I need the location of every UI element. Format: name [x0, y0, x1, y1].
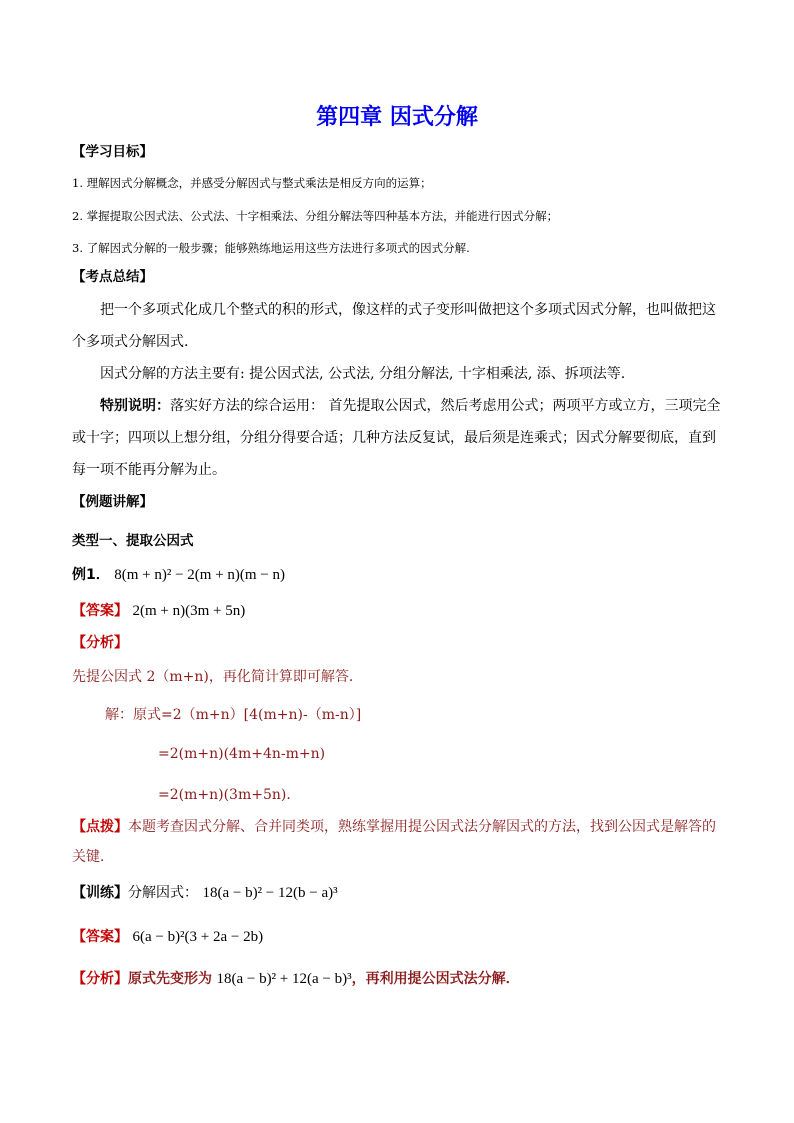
summary-p3-line1	[100, 395, 720, 415]
example1-analysis: 先提公因式 2（m+n)，再化简计算即可解答．	[72, 669, 363, 685]
type1-heading: 类型一、提取公因式	[72, 533, 194, 549]
summary-heading: 【考点总结】	[72, 269, 153, 285]
answer-tag: 【答案】	[72, 603, 128, 619]
training-tag: 【训练】	[72, 885, 128, 901]
example1-answer-expression: 2(m + n)(3m + 5n)	[132, 603, 246, 619]
training-answer-expression: 6(a − b)²(3 + 2a − 2b)	[132, 929, 264, 945]
summary-p1-line2: 个多项式分解因式.	[72, 334, 189, 350]
summary-p2: 因式分解的方法主要有: 提公因式法, 公式法, 分组分解法, 十字相乘法, 添、拆项法等.	[100, 366, 626, 382]
summary-p3-line3: 每一项不能再分解为止。	[72, 462, 226, 478]
training-text: 分解因式：	[128, 885, 198, 901]
example1-label: 例1．	[72, 567, 110, 583]
example1	[72, 564, 285, 584]
training-analysis-pre: 原式先变形为	[128, 971, 212, 987]
training-answer	[72, 926, 263, 946]
example1-expression: 8(m + n)² − 2(m + n)(m − n)	[114, 567, 286, 583]
special-note-text: 落实好方法的综合运用： 首先提取公因式，然后考虑用公式；两项平方或立方，三项完全	[170, 398, 721, 414]
tip-text: 本题考查因式分解、合并同类项，熟练掌握用提公因式法分解因式的方法，找到公因式是解答的	[128, 819, 716, 835]
examples-heading: 【例题讲解】	[72, 494, 153, 510]
objective-item-2: 2. 掌握提取公因式法、公式法、十字相乘法、分组分解法等四种基本方法，并能进行因式分解；	[72, 209, 559, 223]
training	[72, 882, 338, 902]
training-expression: 18(a − b)² − 12(b − a)³	[202, 885, 338, 901]
training-analysis-expression: 18(a − b)² + 12(a − b)³	[216, 971, 352, 987]
training-analysis	[72, 968, 520, 988]
solution-line-3: =2(m+n)(3m+5n)．	[158, 787, 301, 803]
objective-item-1: 1. 理解因式分解概念，并感受分解因式与整式乘法是相反方向的运算；	[72, 176, 432, 190]
tip-line-2: 关键．	[72, 849, 114, 865]
tip-tag: 【点拨】	[72, 819, 128, 835]
training-analysis-post: ，再利用提公因式法分解．	[351, 971, 520, 987]
analysis-tag: 【分析】	[72, 635, 128, 651]
page-title: 第四章 因式分解	[316, 105, 478, 130]
training-answer-tag: 【答案】	[72, 929, 128, 945]
objective-item-3: 3. 了解因式分解的一般步骤；能够熟练地运用这些方法进行多项式的因式分解.	[72, 241, 470, 255]
training-analysis-tag: 【分析】	[72, 971, 128, 987]
tip-line-1	[72, 816, 716, 836]
special-note-label: 特别说明：	[100, 398, 170, 414]
solution-line-1: 解：原式=2（m+n）[4(m+n)-（m-n）]	[105, 707, 362, 723]
example1-answer	[72, 600, 245, 620]
solution-line-2: =2(m+n)(4m+4n-m+n)	[158, 746, 326, 762]
objectives-heading: 【学习目标】	[72, 144, 153, 160]
summary-p3-line2: 或十字；四项以上想分组，分组分得要合适；几种方法反复试，最后须是连乘式；因式分解要彻底，直到	[72, 430, 716, 446]
summary-p1-line1: 把一个多项式化成几个整式的积的形式，像这样的式子变形叫做把这个多项式因式分解，也叫做把这	[100, 302, 716, 318]
